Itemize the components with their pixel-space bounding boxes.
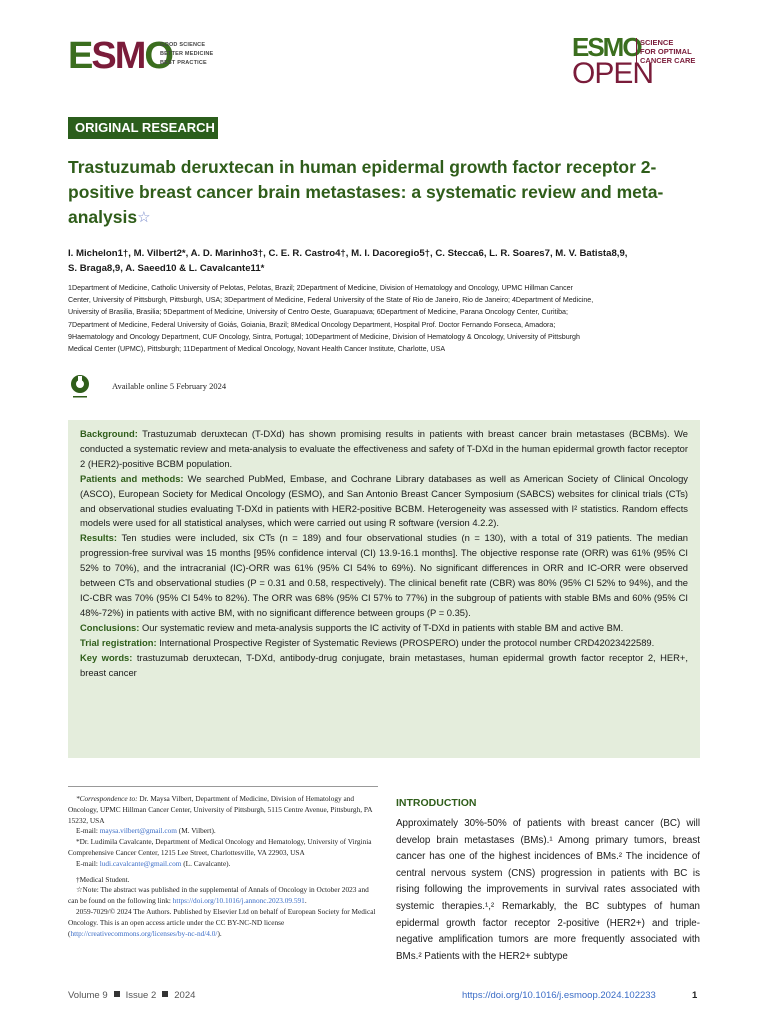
logo-right-tagline	[636, 38, 695, 65]
footer-volume: Volume 9	[68, 990, 108, 1001]
author-list	[68, 246, 700, 276]
abstract-text: Ten studies were included, six CTs (n = 189) and four observational studies (n = 130), with a total of 319 patients. The median progression-free survival was 15 months [95% confidence interval (CI) 13.9-16.1 months]. The objective response rate (ORR) was 61% (95% CI 52% to 70%), and the intracranial (IC)-ORR was 61% (95% CI 54% to 69%). No significant differences in ORR and IC-ORR were observed between CTs and observational studies (P = 0.31 and 0.58, respectively). The clinical benefit rate (CBR) was 80% (95% CI 52% to 94%), and the IC-CBR was 70% (95% CI 54% to 82%). The ORR was 68% (95% CI 57% to 77%) in the subgroup of patients with stable BMs and 60% (95% CI 48%-72%) in patients with active BM, with no significant difference between groups (P = 0.35).	[80, 532, 688, 618]
abstract-conclusions	[80, 621, 688, 636]
affiliation-line: 1Department of Medicine, Catholic University of Pelotas, Pelotas, Brazil; 2Department of Medicine, Division of Hematology and Oncology, UPMC Hillman Cancer	[68, 284, 573, 292]
affiliation-line: Medical Center (UPMC), Pittsburgh; 11Department of Medical Oncology, Novant Health Cancer Institute, Charlotte, USA	[68, 345, 446, 354]
abstract-box	[68, 420, 700, 758]
affiliation-line: Center, University of Pittsburgh, Pittsburgh, USA; 3Department of Medicine, Federal University of the State of Rio de Janeiro, Rio de Janeiro; 4Department of Medicine,	[68, 296, 594, 305]
open-access-icon[interactable]	[69, 374, 91, 400]
intro-heading: INTRODUCTION	[396, 797, 477, 809]
authors-line: I. Michelon1†, M. Vilbert2*, A. D. Marinho3†, C. E. R. Castro4†, M. I. Dacoregio5†, C. Stecca6, L. R. Soares7, M. V. Batista8,9,	[68, 248, 628, 259]
email-line-2	[68, 859, 380, 870]
logo-letter-o: O	[144, 35, 172, 77]
authors-line: S. Braga8,9, A. Saeed10 & L. Cavalcante11*	[68, 263, 265, 274]
page-number: 1	[692, 990, 698, 1001]
affiliation-line: University of Brasilia, Brasilia; 5Department of Medicine, University of Centro Oeste, Guarapuava; 6Department of Medicine, Parana Oncology Center, Curitiba;	[68, 308, 568, 317]
email-label: E-mail:	[76, 858, 100, 868]
abstract-note	[68, 885, 380, 907]
affiliations	[68, 282, 700, 355]
abstract-heading: Results:	[80, 532, 117, 544]
email-line-1	[68, 826, 380, 837]
abstract-text: International Prospective Register of Systematic Reviews (PROSPERO) under the protocol number CRD42023422589.	[156, 636, 655, 648]
available-online: Available online 5 February 2024	[112, 381, 227, 391]
tagline-line: GOOD SCIENCE	[160, 42, 206, 48]
footnote-divider	[68, 786, 378, 787]
email-label: E-mail:	[76, 826, 100, 836]
title-note-star[interactable]: ☆	[137, 209, 151, 226]
abstract-heading: Background:	[80, 428, 138, 439]
square-bullet-icon	[114, 991, 120, 997]
logo-letter-m: M	[114, 35, 145, 77]
tagline-line: BEST PRACTICE	[160, 60, 207, 66]
correspondence-text: Dr. Maysa Vilbert, Department of Medicine, Division of Hematology and Oncology, UPMC Hillman Cancer Center, University of Pittsburgh, 5115 Centre Avenue, Pittsburgh, PA 15232, USA	[68, 794, 373, 825]
logo-open-word: OPEN	[572, 57, 654, 90]
abstract-heading: Key words:	[80, 651, 133, 663]
note-doi-link[interactable]: https://doi.org/10.1016/j.annonc.2023.09.591	[172, 896, 305, 906]
abstract-results	[80, 531, 688, 620]
logo-letter-e: E	[68, 35, 92, 77]
logo-tagline	[160, 41, 213, 68]
tagline-line: SCIENCE	[640, 38, 674, 47]
correspondence-label: *Correspondence to:	[76, 794, 138, 803]
footnotes	[68, 794, 380, 939]
email-link[interactable]: maysa.vilbert@gmail.com	[99, 826, 177, 836]
abstract-trial	[80, 636, 688, 651]
license-note	[68, 907, 380, 939]
footer-issue	[68, 990, 195, 1001]
tagline-line: BETTER MEDICINE	[160, 51, 214, 57]
abstract-methods	[80, 472, 688, 532]
abstract-background	[80, 427, 688, 472]
logo-right-word: ESMO	[572, 32, 641, 62]
footer-year: 2024	[174, 990, 196, 1001]
footer-issue-number: Issue 2	[125, 990, 157, 1001]
square-bullet-icon	[162, 991, 168, 997]
section-label: ORIGINAL RESEARCH	[68, 117, 218, 139]
correspondence-2: *Dr. Ludimila Cavalcante, Department of Medical Oncology and Hematology, University of Virginia Comprehensive Cancer Center, 1215 Lee Street, Charlottesville, VA 22903, USA	[68, 837, 372, 857]
email-owner: (M. Vilbert).	[176, 826, 216, 836]
abstract-heading: Conclusions:	[80, 621, 140, 633]
article-title	[68, 155, 688, 230]
license-end: ).	[217, 928, 222, 938]
license-link[interactable]: http://creativecommons.org/licenses/by-nc-nd/4.0/	[70, 928, 218, 938]
abstract-text: Our systematic review and meta-analysis supports the IC activity of T-DXd in patients with stable BM and active BM.	[139, 621, 624, 633]
esmo-logo	[68, 37, 218, 75]
email-link[interactable]: ludi.cavalcante@gmail.com	[99, 858, 182, 868]
affiliation-line: 7Department of Medicine, Federal University of Goiás, Goiania, Brazil; 8Medical Oncology Department, Hospital Prof. Doctor Fernando Fonseca, Amadora;	[68, 320, 556, 329]
footer-doi-link[interactable]: https://doi.org/10.1016/j.esmoop.2024.102233	[462, 990, 656, 1001]
license-text: 2059-7029/© 2024 The Authors. Published by Elsevier Ltd on behalf of European Society for Medical Oncology. This is an open access article under the CC BY-NC-ND license (	[68, 906, 376, 938]
esmo-open-logo	[572, 34, 702, 92]
abstract-text: Trastuzumab deruxtecan (T-DXd) has shown promising results in patients with breast cancer brain metastases (BCBMs). We conducted a systematic review and meta-analysis to evaluate the effectiveness and safety of T-DXd in the human epidermal growth factor receptor 2 (HER2)-positive BCBM population.	[80, 428, 688, 469]
note-end: .	[304, 896, 307, 906]
email-owner: (L. Cavalcante).	[181, 858, 231, 868]
abstract-heading: Trial registration:	[80, 636, 157, 648]
intro-paragraph: Approximately 30%-50% of patients with breast cancer (BC) will develop brain metastases (BMs).¹ Among primary tumors, breast cancer has one of the highest incidences of BMs.² The incidence of central nervous system (CNS) progression in patients with BC is rising following the improvements in survival rates associated with systemic therapies.¹,² Remarkably, the BC subtypes of human epidermal growth factor receptor 2-positive (HER2+) and triple-negative amplification tumors are more frequently associated with BMs.² Patients with the HER2+ subtype	[396, 818, 700, 962]
abstract-text: trastuzumab deruxtecan, T-DXd, antibody-drug conjugate, brain metastases, human epidermal growth factor receptor 2, HER+, breast cancer	[80, 651, 688, 678]
tagline-line: CANCER CARE	[640, 56, 696, 65]
student-note: †Medical Student.	[76, 874, 130, 884]
note-text: ☆Note: The abstract was published in the supplemental of Annals of Oncology in October 2023 and can be found on the following link:	[68, 885, 369, 906]
abstract-text: We searched PubMed, Embase, and Cochrane Library databases as well as American Society of Clinical Oncology (ASCO), European Society for Medical Oncology (ESMO), and San Antonio Breast Cancer Symposium (SABCS) websites for clinical trials (CTs) and observational studies evaluating T-DXd in patients with HER2-positive BCBM. Heterogeneity was assessed with I² statistics. Random effects models were used for all statistical analyses, which were carried out using R software (version 4.2.2).	[80, 472, 688, 529]
logo-letter-s: S	[91, 35, 115, 77]
abstract-keywords	[80, 651, 688, 681]
tagline-line: FOR OPTIMAL	[640, 47, 692, 56]
abstract-heading: Patients and methods:	[80, 472, 184, 484]
affiliation-line: 9Haematology and Oncology Department, CUF Oncology, Sintra, Portugal; 10Department of Medicine, Division of Hematology & Oncology, University of Pittsburgh	[68, 332, 580, 341]
title-text: Trastuzumab deruxtecan in human epidermal growth factor receptor 2-positive breast cancer brain metastases: a systematic review and meta-analysis	[68, 157, 664, 227]
correspondence-1	[68, 794, 380, 826]
